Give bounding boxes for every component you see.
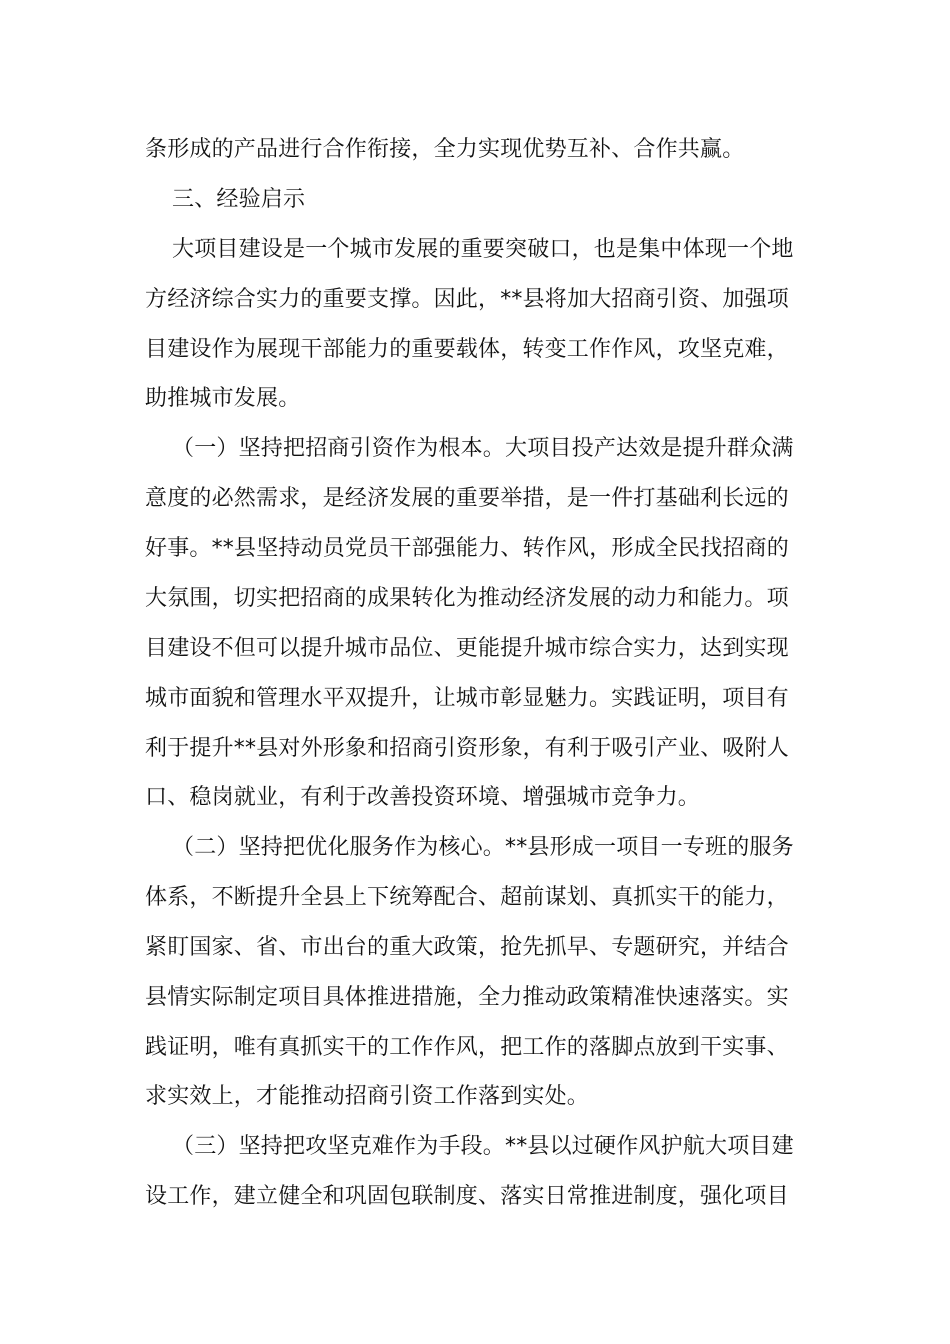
paragraph-line: （三）坚持把攻坚克难作为手段。**县以过硬作风护航大项目建 xyxy=(172,1134,794,1159)
paragraph-line: 县情实际制定项目具体推进措施，全力推动政策精准快速落实。实 xyxy=(145,985,789,1010)
paragraph-line: （一）坚持把招商引资作为根本。大项目投产达效是提升群众满 xyxy=(172,436,794,461)
paragraph-line: 利于提升**县对外形象和招商引资形象，有利于吸引产业、吸附人 xyxy=(145,736,790,761)
paragraph-line: （二）坚持把优化服务作为核心。**县形成一项目一专班的服务 xyxy=(172,835,794,860)
paragraph-line: 大项目建设是一个城市发展的重要突破口，也是集中体现一个地 xyxy=(172,237,794,262)
paragraph-line: 城市面貌和管理水平双提升，让城市彰显魅力。实践证明，项目有 xyxy=(145,686,789,711)
paragraph-line: 目建设不但可以提升城市品位、更能提升城市综合实力，达到实现 xyxy=(145,636,789,661)
paragraph-line: 条形成的产品进行合作衔接，全力实现优势互补、合作共赢。 xyxy=(145,137,745,162)
paragraph-line: 方经济综合实力的重要支撑。因此，**县将加大招商引资、加强项 xyxy=(145,287,790,312)
paragraph-line: 求实效上，才能推动招商引资工作落到实处。 xyxy=(145,1084,590,1109)
paragraph-line: 体系，不断提升全县上下统筹配合、超前谋划、真抓实干的能力， xyxy=(145,885,789,910)
paragraph-line: 好事。**县坚持动员党员干部强能力、转作风，形成全民找招商的 xyxy=(145,536,790,561)
paragraph-line: 紧盯国家、省、市出台的重大政策，抢先抓早、专题研究，并结合 xyxy=(145,935,789,960)
paragraph-line: 目建设作为展现干部能力的重要载体，转变工作作风，攻坚克难， xyxy=(145,337,789,362)
paragraph-line: 设工作，建立健全和巩固包联制度、落实日常推进制度，强化项目 xyxy=(145,1184,789,1209)
paragraph-line: 意度的必然需求，是经济发展的重要举措，是一件打基础利长远的 xyxy=(145,486,789,511)
paragraph-line: 口、稳岗就业，有利于改善投资环境、增强城市竞争力。 xyxy=(145,785,701,810)
section-heading: 三、经验启示 xyxy=(172,187,306,212)
paragraph-line: 践证明，唯有真抓实干的工作作风，把工作的落脚点放到干实事、 xyxy=(145,1035,789,1060)
paragraph-line: 助推城市发展。 xyxy=(145,386,301,411)
paragraph-line: 大氛围，切实把招商的成果转化为推动经济发展的动力和能力。项 xyxy=(145,586,789,611)
